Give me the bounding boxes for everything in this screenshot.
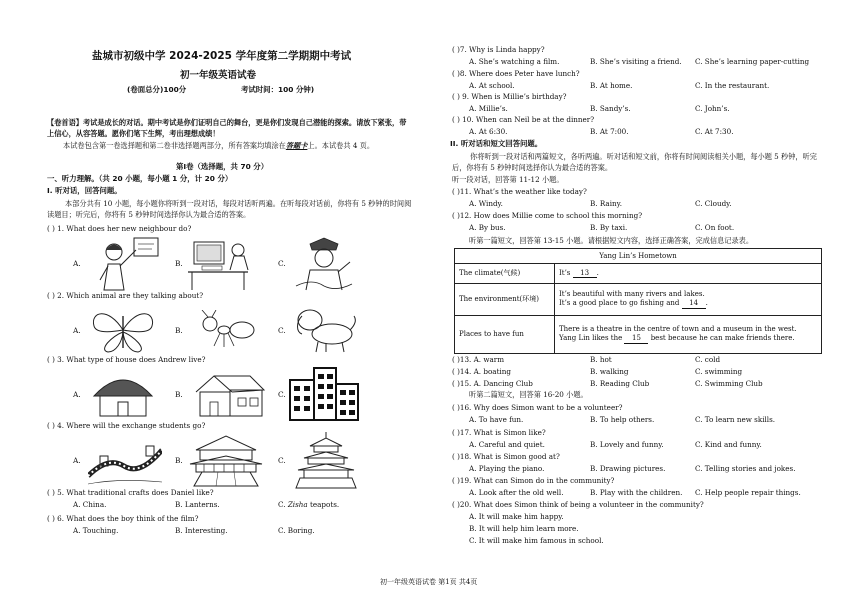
option-b[interactable]: B. At home. bbox=[590, 81, 633, 90]
question-stem: ( )16. Why does Simon want to be a volunteer? bbox=[452, 403, 623, 412]
option-c[interactable]: C. Swimming Club bbox=[695, 379, 763, 388]
option-c[interactable]: C. cold bbox=[695, 355, 721, 364]
question-stem: ( ) 4. Where will the exchange students go? bbox=[47, 421, 206, 430]
row-text: There is a theatre in the centre of town and a museum in the west. bbox=[559, 325, 797, 334]
table-row bbox=[455, 264, 822, 284]
q20-option-a[interactable]: A. It will make him happy. bbox=[469, 512, 564, 521]
option-label[interactable]: B. bbox=[175, 390, 183, 399]
option-a[interactable]: A. Look after the old well. bbox=[469, 488, 564, 497]
question-stem: ( ) 5. What traditional crafts does Daniel like? bbox=[47, 488, 214, 497]
round-hut-icon bbox=[88, 370, 158, 420]
option-label[interactable]: A. bbox=[73, 456, 81, 465]
option-b[interactable]: B. Play with the children. bbox=[590, 488, 683, 497]
total-score: (卷面总分)100分 bbox=[127, 85, 187, 94]
option-a[interactable]: A. By bus. bbox=[469, 223, 506, 232]
passage2-intro: 听第二篇短文，回答第 16-20 小题。 bbox=[469, 390, 588, 399]
table-row bbox=[455, 316, 822, 354]
row-text: It’s a good place to go fishing and bbox=[559, 299, 682, 307]
answer-blank[interactable]: 15 bbox=[624, 334, 648, 344]
option-a[interactable]: A. Touching. bbox=[73, 526, 119, 535]
school-title: 盐城市初级中学 2024-2025 学年度第二学期期中考试 bbox=[92, 50, 352, 62]
option-c-text: C. bbox=[278, 500, 288, 509]
option-label[interactable]: B. bbox=[175, 326, 183, 335]
option-b[interactable]: B. She’s visiting a friend. bbox=[590, 57, 682, 66]
row-text: . bbox=[596, 268, 599, 277]
option-b[interactable]: B. At 7:00. bbox=[590, 127, 629, 136]
row-label: The environment(环境) bbox=[455, 284, 555, 316]
question-stem: ( ) 6. What does the boy think of the film? bbox=[47, 514, 199, 523]
option-c[interactable]: C. To learn new skills. bbox=[695, 415, 776, 424]
option-c-text: C. Boring. bbox=[278, 526, 315, 535]
option-b[interactable]: B. Sandy’s. bbox=[590, 104, 631, 113]
question-stem: ( )19. What can Simon do in the community? bbox=[452, 476, 615, 485]
question-stem: ( )15. A. Dancing Club bbox=[452, 379, 533, 388]
question-stem: ( )11. What’s the weather like today? bbox=[452, 187, 587, 196]
listening-section-heading: 一、听力理解。（共 20 小题，每小题 1 分，计 20 分） bbox=[47, 174, 233, 183]
cottage-icon bbox=[192, 372, 268, 418]
option-a[interactable]: A. China. bbox=[73, 500, 107, 509]
row-text: best because he can make friends there. bbox=[648, 334, 795, 342]
row-content bbox=[555, 316, 822, 354]
option-b[interactable]: B. hot bbox=[590, 355, 612, 364]
row-text: It’s beautiful with many rivers and lakes. bbox=[559, 290, 705, 299]
question-stem: ( )7. Why is Linda happy? bbox=[452, 45, 545, 54]
exam-instructions bbox=[47, 140, 413, 151]
row-content bbox=[555, 264, 822, 284]
option-c[interactable]: C. John’s. bbox=[695, 104, 730, 113]
question-stem: ( )14. A. boating bbox=[452, 367, 511, 376]
option-label[interactable]: C. bbox=[278, 456, 286, 465]
instructions-answer-sheet: 答题卡 bbox=[285, 141, 308, 150]
option-b[interactable]: B. walking bbox=[590, 367, 629, 376]
table-row bbox=[455, 284, 822, 316]
dialogue-intro: 听一段对话，回答第 11-12 小题。 bbox=[452, 175, 564, 184]
option-c-text: teapots. bbox=[307, 500, 340, 509]
hometown-table bbox=[454, 248, 822, 354]
option-label[interactable]: C. bbox=[278, 259, 286, 268]
palace-icon bbox=[188, 432, 264, 488]
option-c[interactable]: C. On foot. bbox=[695, 223, 735, 232]
instructions-text-a: 本试卷包含第一卷选择题和第二卷非选择题两部分，所有答案均填涂在 bbox=[63, 141, 286, 150]
option-c[interactable]: C. She’s learning paper-cutting bbox=[695, 57, 810, 66]
option-b[interactable]: B. Rainy. bbox=[590, 199, 623, 208]
option-a[interactable]: A. She’s watching a film. bbox=[469, 57, 560, 66]
question-stem: ( )8. Where does Peter have lunch? bbox=[452, 69, 580, 78]
page-footer: 初一年级英语试卷 第1页 共4页 bbox=[380, 578, 478, 586]
great-wall-icon bbox=[88, 436, 162, 486]
listening-subsection-heading: I. 听对话，回答问题。 bbox=[47, 186, 122, 195]
butterfly-icon bbox=[88, 306, 158, 354]
table-title: Yang Lin’s Hometown bbox=[455, 249, 822, 264]
q20-option-c[interactable]: C. It will make him famous in school. bbox=[469, 536, 604, 545]
option-label[interactable]: B. bbox=[175, 456, 183, 465]
question-stem: ( )13. A. warm bbox=[452, 355, 505, 364]
question-stem: ( ) 9. When is Millie’s birthday? bbox=[452, 92, 567, 101]
option-label[interactable]: A. bbox=[73, 390, 81, 399]
option-b[interactable]: B. To help others. bbox=[590, 415, 655, 424]
option-label[interactable]: C. bbox=[278, 390, 286, 399]
option-c[interactable]: C. Telling stories and jokes. bbox=[695, 464, 796, 473]
option-a[interactable]: A. Playing the piano. bbox=[469, 464, 545, 473]
answer-blank[interactable]: 13 bbox=[573, 269, 597, 279]
option-c[interactable]: C. Cloudy. bbox=[695, 199, 732, 208]
option-c[interactable] bbox=[278, 526, 315, 535]
option-c[interactable]: C. swimming bbox=[695, 367, 743, 376]
apartment-building-icon bbox=[288, 366, 362, 422]
part1-heading: 第Ⅰ卷（选择题，共 70 分） bbox=[176, 162, 269, 171]
row-content bbox=[555, 284, 822, 316]
option-c[interactable]: C. At 7:30. bbox=[695, 127, 734, 136]
computer-desk-icon bbox=[188, 236, 264, 292]
option-b[interactable]: B. Drawing pictures. bbox=[590, 464, 666, 473]
option-b[interactable]: B. Lovely and funny. bbox=[590, 440, 664, 449]
option-b[interactable]: B. Reading Club bbox=[590, 379, 650, 388]
passage1-intro: 听第一篇短文，回答第 13-15 小题。请根据短文内容，选择正确答案，完成信息记录表。 bbox=[469, 236, 754, 245]
option-c[interactable]: C. Help people repair things. bbox=[695, 488, 801, 497]
option-label[interactable]: C. bbox=[278, 326, 286, 335]
time-limit: 考试时间：100 分钟) bbox=[241, 85, 315, 94]
option-a[interactable]: A. Careful and quiet. bbox=[469, 440, 545, 449]
question-stem: ( )12. How does Millie come to school this morning? bbox=[452, 211, 643, 220]
section2-heading: II. 听对话和短文回答问题。 bbox=[450, 139, 543, 148]
option-a[interactable]: A. At school. bbox=[469, 81, 515, 90]
dog-icon bbox=[292, 304, 360, 354]
option-c[interactable] bbox=[278, 500, 339, 509]
exam-motto: 【卷首语】考试是成长的对话。期中考试是你们证明自己的舞台，更是你们发现自己潜能的探索。请放下紧张，带上信心，从容答题。愿你们笔下生辉，考出理想成绩！ bbox=[47, 118, 407, 139]
option-b[interactable]: B. By taxi. bbox=[590, 223, 628, 232]
question-stem: ( ) 10. When can Neil be at the dinner? bbox=[452, 115, 595, 124]
question-stem: ( ) 1. What does her new neighbour do? bbox=[47, 224, 192, 233]
section2-instructions: 你将听到一段对话和两篇短文，各听两遍。听对话和短文前，你将有时间阅读相关小题，每小题 5 秒钟，听完后，你将有 5 秒钟时间选择你认为最合适的答案。 bbox=[452, 152, 817, 173]
option-a[interactable]: A. Millie’s. bbox=[469, 104, 508, 113]
option-b[interactable]: B. Lanterns. bbox=[175, 500, 220, 509]
row-text: It’s bbox=[559, 268, 573, 277]
police-officer-icon bbox=[292, 234, 356, 292]
listening-instructions: 本部分共有 10 小题，每小题你将听到一段对话，每段对话听两遍。在听每段对话前，你将有 5 秒钟的时间阅读题目；听完后，你将有 5 秒钟时间选择你认为最合适的答案。 bbox=[47, 199, 412, 220]
temple-of-heaven-icon bbox=[294, 432, 358, 490]
question-stem: ( )18. What is Simon good at? bbox=[452, 452, 560, 461]
row-label: The climate(气候) bbox=[455, 264, 555, 284]
option-c-italic: Zisha bbox=[287, 500, 308, 509]
question-stem: ( ) 3. What type of house does Andrew live? bbox=[47, 355, 206, 364]
answer-blank[interactable]: 14 bbox=[682, 299, 706, 309]
option-a[interactable]: A. Windy. bbox=[469, 199, 503, 208]
q20-option-b[interactable]: B. It will help him learn more. bbox=[469, 524, 579, 533]
teacher-icon bbox=[90, 236, 160, 292]
option-label[interactable]: A. bbox=[73, 259, 81, 268]
option-label[interactable]: A. bbox=[73, 326, 81, 335]
q20-stem: ( )20. What does Simon think of being a volunteer in the community? bbox=[452, 500, 704, 509]
option-a[interactable]: A. At 6:30. bbox=[469, 127, 508, 136]
option-label[interactable]: B. bbox=[175, 259, 183, 268]
instructions-text-c: 上。本试卷共 4 页。 bbox=[307, 141, 375, 150]
row-label: Places to have fun bbox=[455, 316, 555, 354]
question-stem: ( ) 2. Which animal are they talking about? bbox=[47, 291, 204, 300]
paper-title: 初一年级英语试卷 bbox=[180, 70, 257, 81]
ant-icon bbox=[196, 310, 260, 350]
option-a[interactable]: A. To have fun. bbox=[469, 415, 524, 424]
row-text: Yang Lin likes the bbox=[559, 334, 625, 342]
option-b[interactable]: B. Interesting. bbox=[175, 526, 228, 535]
option-c[interactable]: C. In the restaurant. bbox=[695, 81, 770, 90]
question-stem: ( )17. What is Simon like? bbox=[452, 428, 546, 437]
row-text: . bbox=[705, 299, 708, 307]
option-c[interactable]: C. Kind and funny. bbox=[695, 440, 762, 449]
